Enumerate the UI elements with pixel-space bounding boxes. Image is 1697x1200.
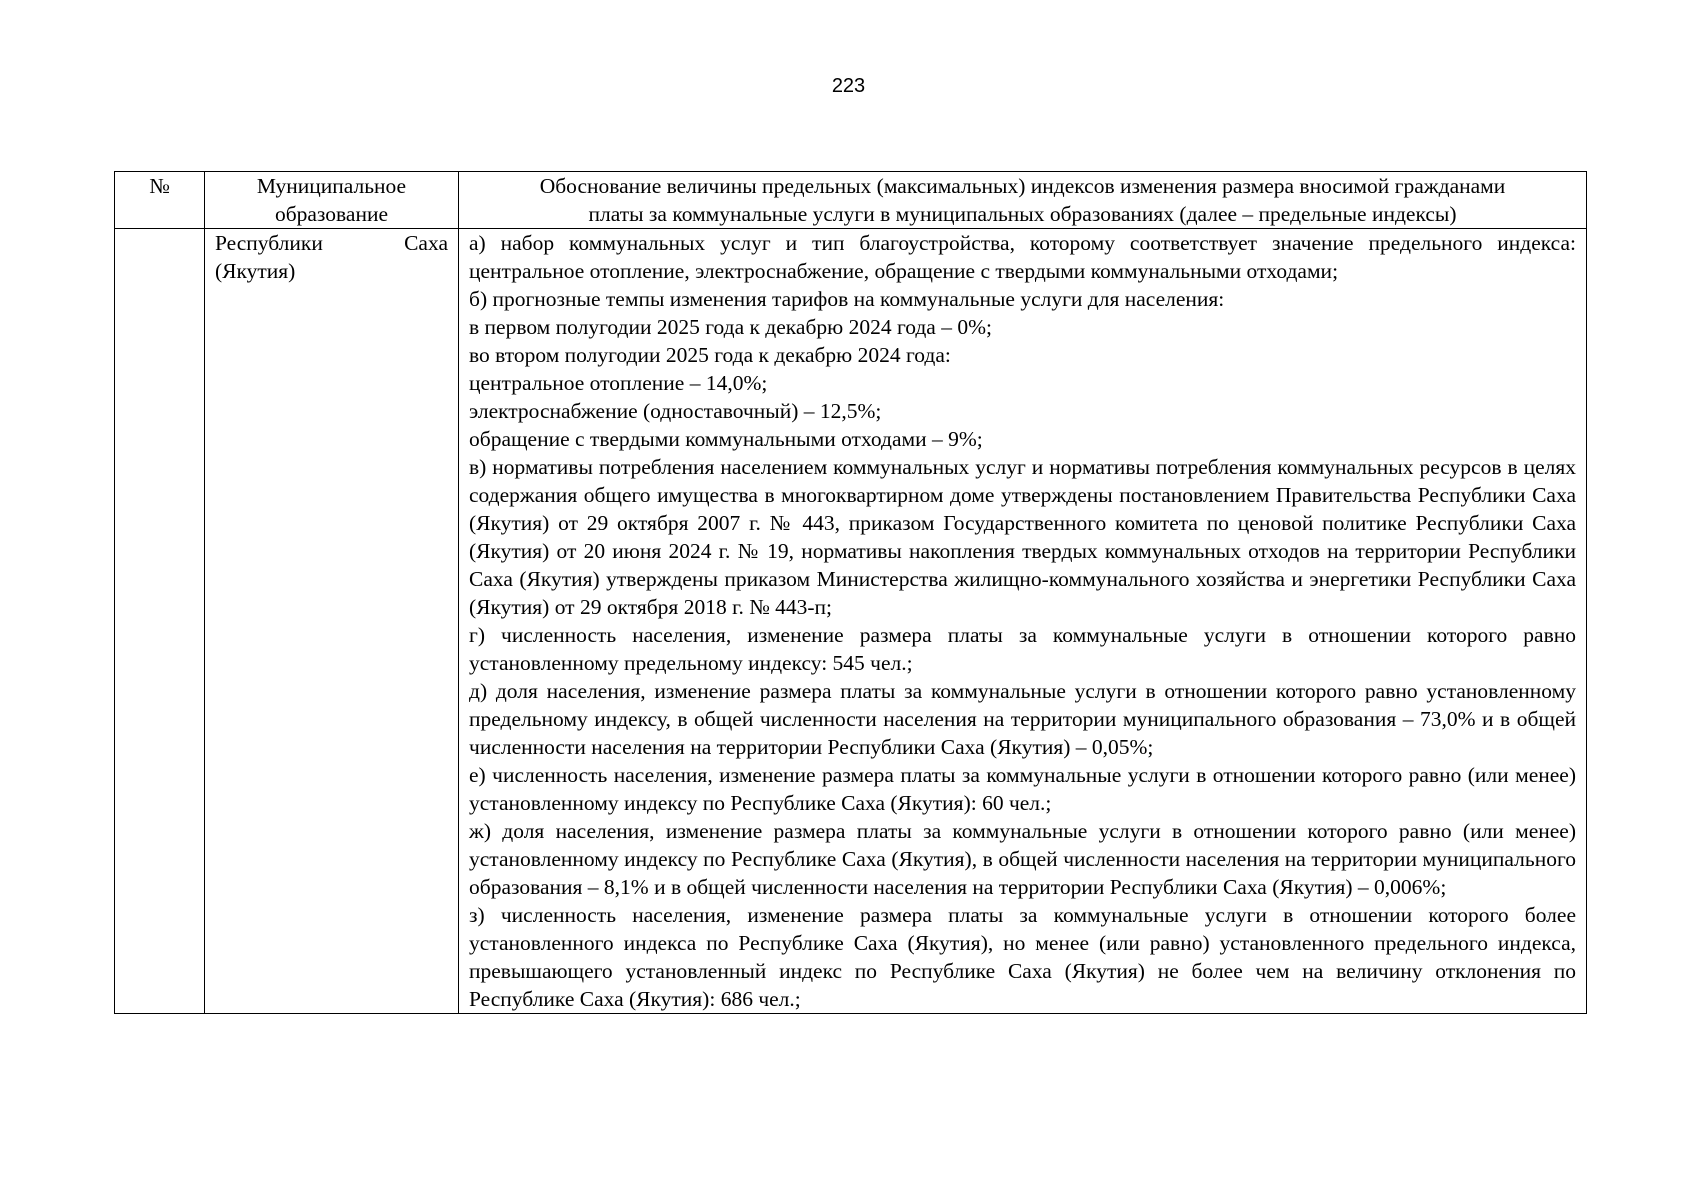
- paragraph-zh: ж) доля населения, изменение размера платы за коммунальные услуги в отношении которого равно (или менее) установленному индексу по Республике Саха (Якутия), в общей численности населения на территории муниципального образования – 8,1% и в общей численности населения на территории Республики Саха (Якутия) – 0,006%;: [469, 819, 1576, 899]
- paragraph-d: д) доля населения, изменение размера платы за коммунальные услуги в отношении которого равно установленному предельному индексу, в общей численности населения на территории муниципального образования – 73,0% и в общей численности населения на территории Республики Саха (Якутия) – 0,05%;: [469, 679, 1576, 759]
- cell-justification: [459, 229, 1587, 1014]
- paragraph-b: б) прогнозные темпы изменения тарифов на коммунальные услуги для населения:: [469, 287, 1225, 311]
- cell-number: [115, 229, 205, 1014]
- cell-municipality: [205, 229, 459, 1014]
- paragraph-g: г) численность населения, изменение размера платы за коммунальные услуги в отношении которого равно установленному предельному индексу: 545 чел.;: [469, 623, 1576, 675]
- table-header-row: [115, 172, 1587, 229]
- tariff-index-table: [114, 171, 1587, 1014]
- paragraph-b-first-half: в первом полугодии 2025 года к декабрю 2024 года – 0%;: [469, 315, 992, 339]
- municipality-line2: (Якутия): [215, 259, 296, 283]
- paragraph-a: а) набор коммунальных услуг и тип благоустройства, которому соответствует значение предельного индекса: центральное отопление, электроснабжение, обращение с твердыми коммунальными отходами;: [469, 231, 1576, 283]
- header-justification-line2: платы за коммунальные услуги в муниципальных образованиях (далее – предельные индексы): [588, 202, 1457, 226]
- page-number: 223: [831, 75, 866, 97]
- paragraph-b-heating: центральное отопление – 14,0%;: [469, 371, 768, 395]
- paragraph-e: е) численность населения, изменение размера платы за коммунальные услуги в отношении которого равно (или менее) установленному индексу по Республике Саха (Якутия): 60 чел.;: [469, 763, 1576, 815]
- header-municipality: [205, 172, 459, 229]
- paragraph-b-electricity: электроснабжение (одноставочный) – 12,5%;: [469, 399, 882, 423]
- municipality-word-1: Республики: [215, 231, 323, 255]
- header-municipality-line2: образование: [274, 202, 389, 226]
- paragraph-v: в) нормативы потребления населением коммунальных услуг и нормативы потребления коммунальных ресурсов в целях содержания общего имущества в многоквартирном доме утверждены постановлением Правительства Республики Саха (Якутия) от 29 октября 2007 г. № 443, приказом Государственного комитета по ценовой политике Республики Саха (Якутия) от 20 июня 2024 г. № 19, нормативы накопления твердых коммунальных отходов на территории Республики Саха (Якутия) утверждены приказом Министерства жилищно-коммунального хозяйства и энергетики Республики Саха (Якутия) от 29 октября 2018 г. № 443-п;: [469, 455, 1576, 619]
- header-justification: [459, 172, 1587, 229]
- header-number-label: №: [149, 174, 170, 198]
- paragraph-b-second-half: во втором полугодии 2025 года к декабрю 2024 года:: [469, 343, 951, 367]
- paragraph-z: з) численность населения, изменение размера платы за коммунальные услуги в отношении которого более установленного индекса по Республике Саха (Якутия), но менее (или равно) установленного предельного индекса, превышающего установленный индекс по Республике Саха (Якутия) не более чем на величину отклонения по Республике Саха (Якутия): 686 чел.;: [469, 903, 1576, 1011]
- table-row: [115, 229, 1587, 1014]
- municipality-line1: [215, 229, 448, 257]
- header-number: [115, 172, 205, 229]
- header-municipality-line1: Муниципальное: [256, 174, 407, 198]
- municipality-word-2: Саха: [404, 231, 448, 255]
- paragraph-b-waste: обращение с твердыми коммунальными отходами – 9%;: [469, 427, 983, 451]
- header-justification-line1: Обоснование величины предельных (максимальных) индексов изменения размера вносимой гражданами: [539, 174, 1506, 198]
